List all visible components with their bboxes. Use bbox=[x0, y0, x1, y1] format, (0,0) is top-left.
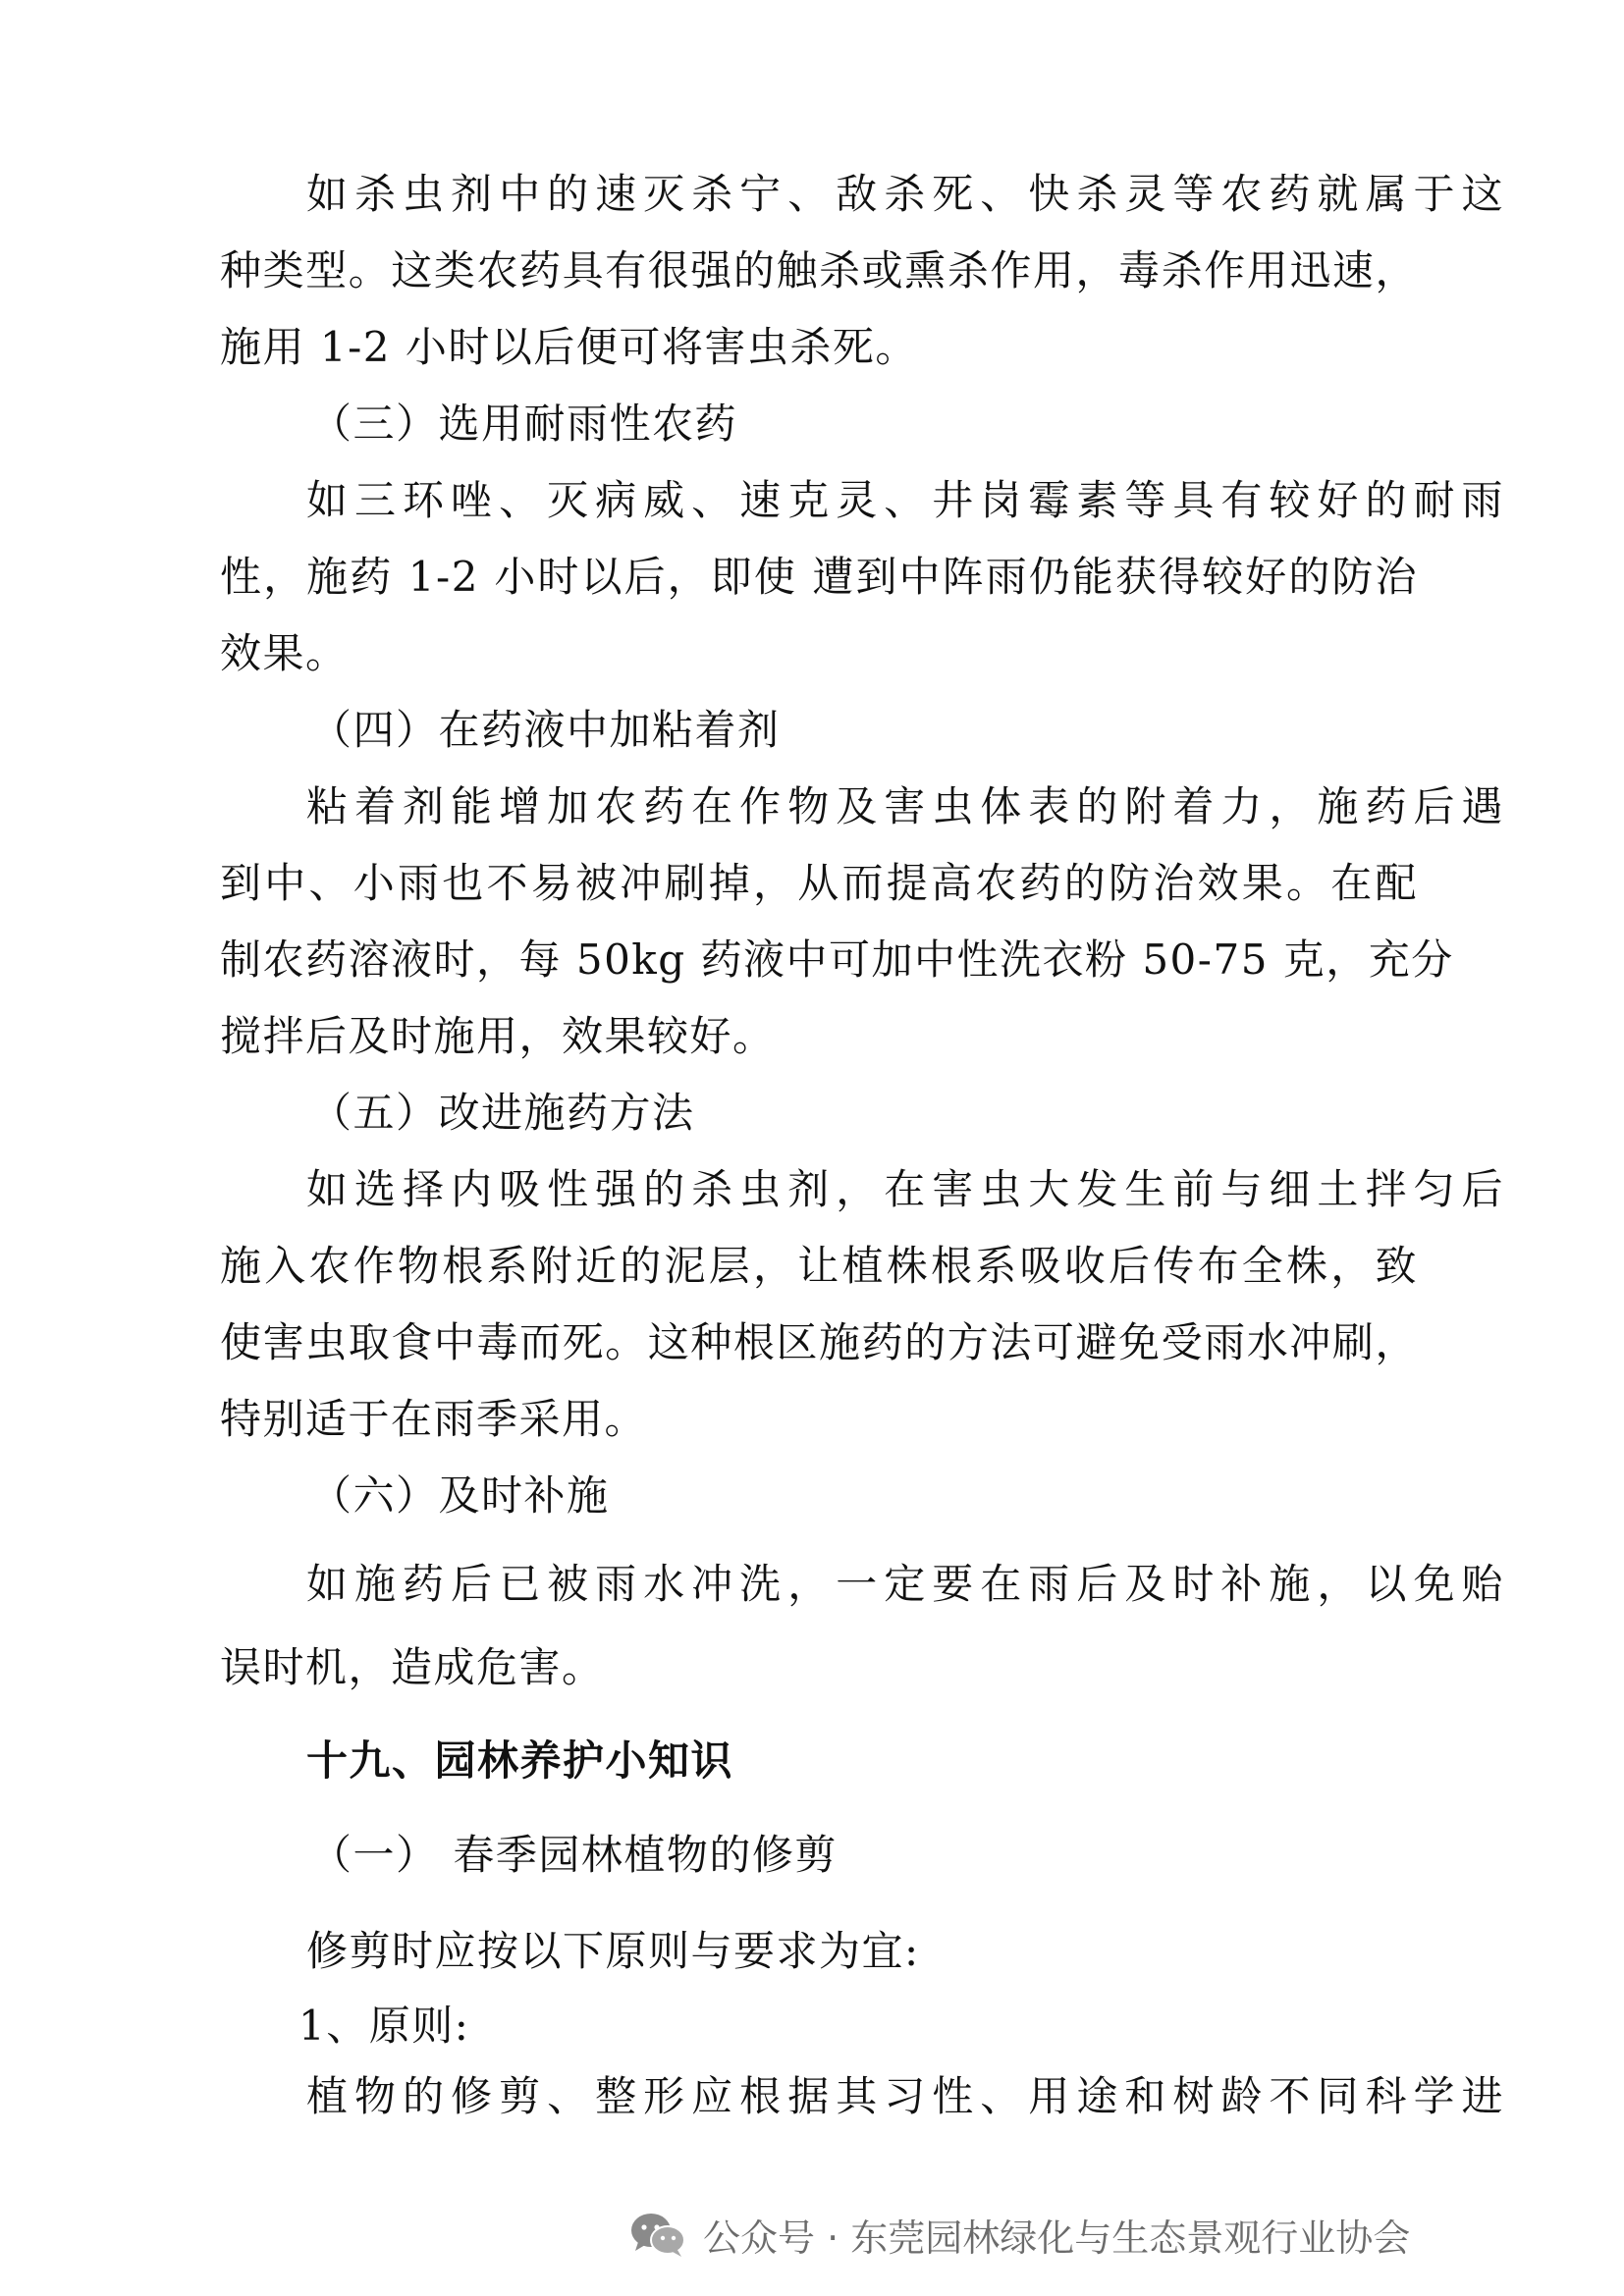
section-subheading: （一） 春季园林植物的修剪 bbox=[310, 1831, 838, 1879]
watermark-text: 公众号 · 东莞园林绿化与生态景观行业协会 bbox=[703, 2216, 1411, 2260]
paragraph-line: 如杀虫剂中的速灭杀宁、敌杀死、快杀灵等农药就属于这 bbox=[306, 170, 1504, 218]
paragraph-line: 修剪时应按以下原则与要求为宜: bbox=[306, 1927, 920, 1975]
section-subheading: （六）及时补施 bbox=[310, 1471, 610, 1520]
paragraph-line: 使害虫取食中毒而死。这种根区施药的方法可避免受雨水冲刷， bbox=[220, 1318, 1418, 1366]
paragraph-line: 如施药后已被雨水冲洗，一定要在雨后及时补施，以免贻 bbox=[306, 1560, 1504, 1608]
paragraph-line: 制农药溶液时，每 50kg 药液中可加中性洗衣粉 50-75 克，充分 bbox=[220, 935, 1454, 984]
section-subheading: （五）改进施药方法 bbox=[310, 1089, 695, 1137]
wechat-icon bbox=[628, 2209, 687, 2260]
paragraph-line: 施入农作物根系附近的泥层，让植株根系吸收后传布全株，致 bbox=[220, 1242, 1418, 1290]
paragraph-line: 如选择内吸性强的杀虫剂，在害虫大发生前与细土拌匀后 bbox=[306, 1165, 1504, 1213]
chapter-heading: 十九、园林养护小知识 bbox=[306, 1736, 734, 1785]
paragraph-line: 如三环唑、灭病威、速克灵、井岗霉素等具有较好的耐雨 bbox=[306, 476, 1504, 524]
paragraph-line: 性，施药 1-2 小时以后，即使 遭到中阵雨仍能获得较好的防治 bbox=[220, 553, 1418, 601]
section-subheading: （四）在药液中加粘着剂 bbox=[310, 706, 781, 754]
paragraph-line: 效果。 bbox=[220, 629, 349, 677]
paragraph-line: 施用 1-2 小时以后便可将害虫杀死。 bbox=[220, 323, 918, 371]
paragraph-line: 种类型。这类农药具有很强的触杀或熏杀作用，毒杀作用迅速， bbox=[220, 246, 1418, 294]
paragraph-line: 搅拌后及时施用，效果较好。 bbox=[220, 1012, 776, 1060]
watermark bbox=[628, 2205, 1410, 2264]
section-subheading: （三）选用耐雨性农药 bbox=[310, 400, 738, 448]
list-item-label: 1、原则: bbox=[298, 2002, 470, 2050]
paragraph-line: 植物的修剪、整形应根据其习性、用途和树龄不同科学进 bbox=[306, 2072, 1504, 2120]
paragraph-line: 误时机，造成危害。 bbox=[220, 1643, 605, 1691]
paragraph-line: 特别适于在雨季采用。 bbox=[220, 1395, 648, 1443]
paragraph-line: 粘着剂能增加农药在作物及害虫体表的附着力，施药后遇 bbox=[306, 782, 1504, 830]
paragraph-line: 到中、小雨也不易被冲刷掉，从而提高农药的防治效果。在配 bbox=[220, 859, 1418, 907]
